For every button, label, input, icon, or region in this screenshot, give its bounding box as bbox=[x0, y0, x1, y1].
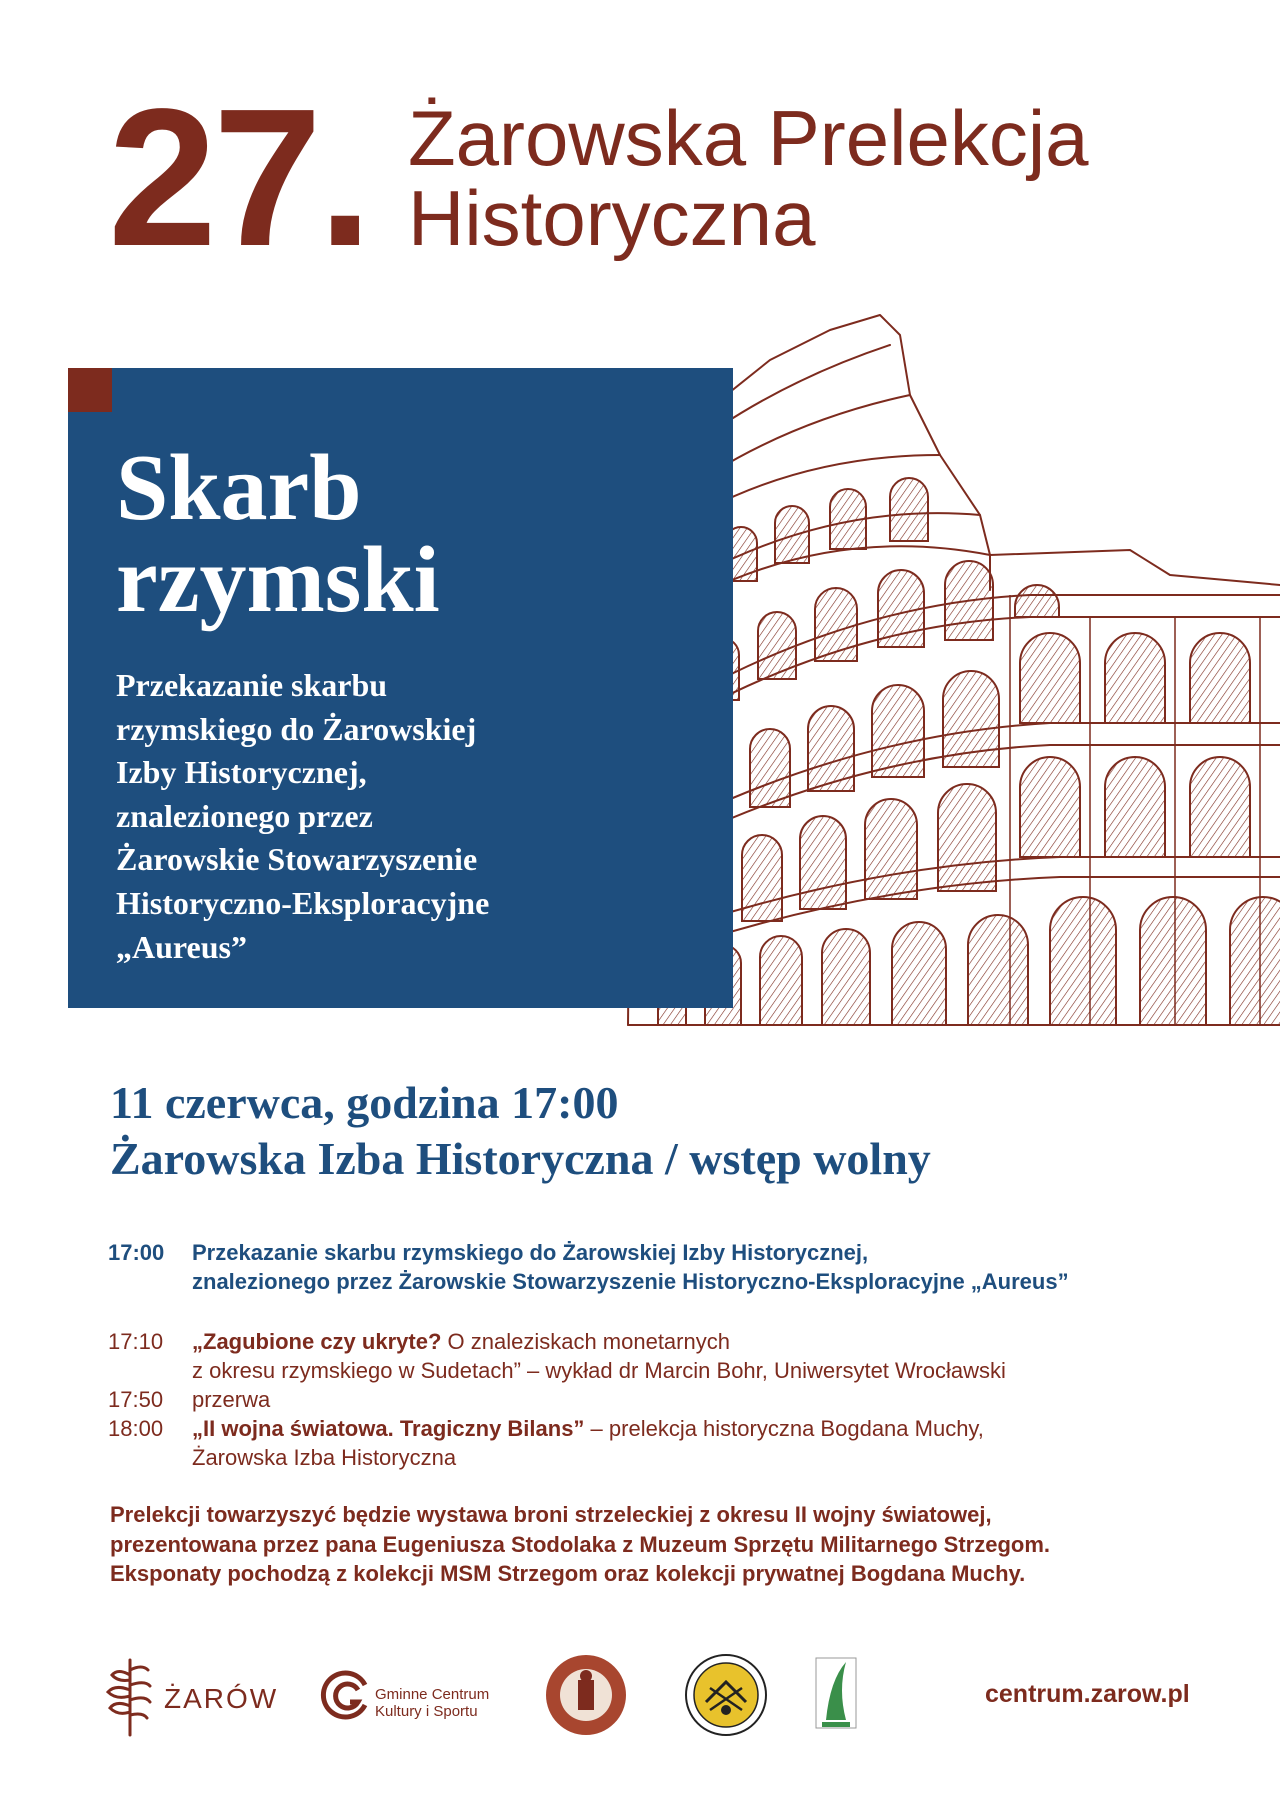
zarow-logo-text: ŻARÓW bbox=[164, 1683, 279, 1714]
gcks-logo-text bbox=[375, 1686, 489, 1720]
exhibition-note bbox=[110, 1500, 1230, 1589]
event-place: Żarowska Izba Historyczna / wstęp wolny bbox=[110, 1133, 931, 1184]
website-link[interactable]: centrum.zarow.pl bbox=[985, 1680, 1190, 1708]
edition-number: 27. bbox=[108, 68, 369, 287]
note-line: prezentowana przez pana Eugeniusza Stodolaka z Muzeum Sprzętu Militarnego Strzegom. bbox=[110, 1531, 1051, 1557]
event-info bbox=[110, 1075, 1210, 1187]
description-line: Żarowskie Stowarzyszenie bbox=[116, 841, 478, 878]
schedule-description: przerwa bbox=[192, 1387, 271, 1412]
lecture-title: „II wojna światowa. Tragiczny Bilans” bbox=[192, 1416, 585, 1441]
grh-logo-icon bbox=[816, 1658, 856, 1728]
corner-accent bbox=[68, 368, 112, 412]
note-line: Prelekcji towarzyszyć będzie wystawa broni strzeleckiej z okresu II wojny światowej, bbox=[110, 1502, 992, 1527]
tree-icon bbox=[108, 1660, 150, 1735]
schedule-description bbox=[192, 1414, 1232, 1472]
feature-headline bbox=[116, 436, 676, 632]
schedule-time: 17:10 bbox=[108, 1329, 164, 1354]
gcks-line: Gminne Centrum bbox=[375, 1686, 490, 1703]
schedule-time: 17:50 bbox=[108, 1387, 164, 1412]
schedule-line: Żarowska Izba Historyczna bbox=[192, 1445, 457, 1470]
description-line: znalezionego przez bbox=[116, 797, 373, 834]
gcks-line: Kultury i Sportu bbox=[375, 1703, 478, 1720]
event-series-title bbox=[408, 94, 1228, 262]
headline-line-1: Skarb bbox=[116, 436, 362, 540]
schedule-time: 18:00 bbox=[108, 1416, 164, 1441]
lecture-text: O znaleziskach monetarnych bbox=[441, 1329, 730, 1354]
schedule-line: z okresu rzymskiego w Sudetach” – wykład dr Marcin Bohr, Uniwersytet Wrocławski bbox=[192, 1358, 1006, 1383]
description-line: rzymskiego do Żarowskiej bbox=[116, 710, 477, 747]
schedule-description bbox=[192, 1238, 1232, 1296]
schedule-line bbox=[192, 1414, 1232, 1443]
lecture-title: „Zagubione czy ukryte? bbox=[192, 1329, 442, 1354]
headline-line-2: rzymski bbox=[116, 528, 440, 632]
title-line-2: Historyczna bbox=[408, 174, 816, 262]
schedule-time: 17:00 bbox=[108, 1240, 165, 1265]
description-line: Izby Historycznej, bbox=[116, 754, 367, 791]
lecture-text: – prelekcja historyczna Bogdana Muchy, bbox=[584, 1416, 984, 1441]
note-line: Eksponaty pochodzą z kolekcji MSM Strzegom oraz kolekcji prywatnej Bogdana Muchy. bbox=[110, 1561, 1026, 1586]
description-line: Historyczno-Eksploracyjne bbox=[116, 884, 490, 921]
title-line-1: Żarowska Prelekcja bbox=[408, 94, 1089, 182]
schedule-line: znalezionego przez Żarowskie Stowarzyszenie Historyczno-Eksploracyjne „Aureus” bbox=[192, 1269, 1069, 1294]
izba-seal-icon bbox=[546, 1655, 626, 1735]
gcks-logo-icon bbox=[323, 1673, 365, 1717]
description-line: Przekazanie skarbu bbox=[116, 667, 388, 703]
schedule-description bbox=[192, 1327, 1232, 1385]
feature-description bbox=[116, 664, 676, 969]
schedule-line bbox=[192, 1327, 1232, 1356]
schedule-line: Przekazanie skarbu rzymskiego do Żarowskiej Izby Historycznej, bbox=[192, 1240, 869, 1265]
aureus-seal-icon bbox=[686, 1655, 766, 1735]
description-line: „Aureus” bbox=[116, 928, 247, 965]
event-date: 11 czerwca, godzina 17:00 bbox=[110, 1077, 619, 1128]
